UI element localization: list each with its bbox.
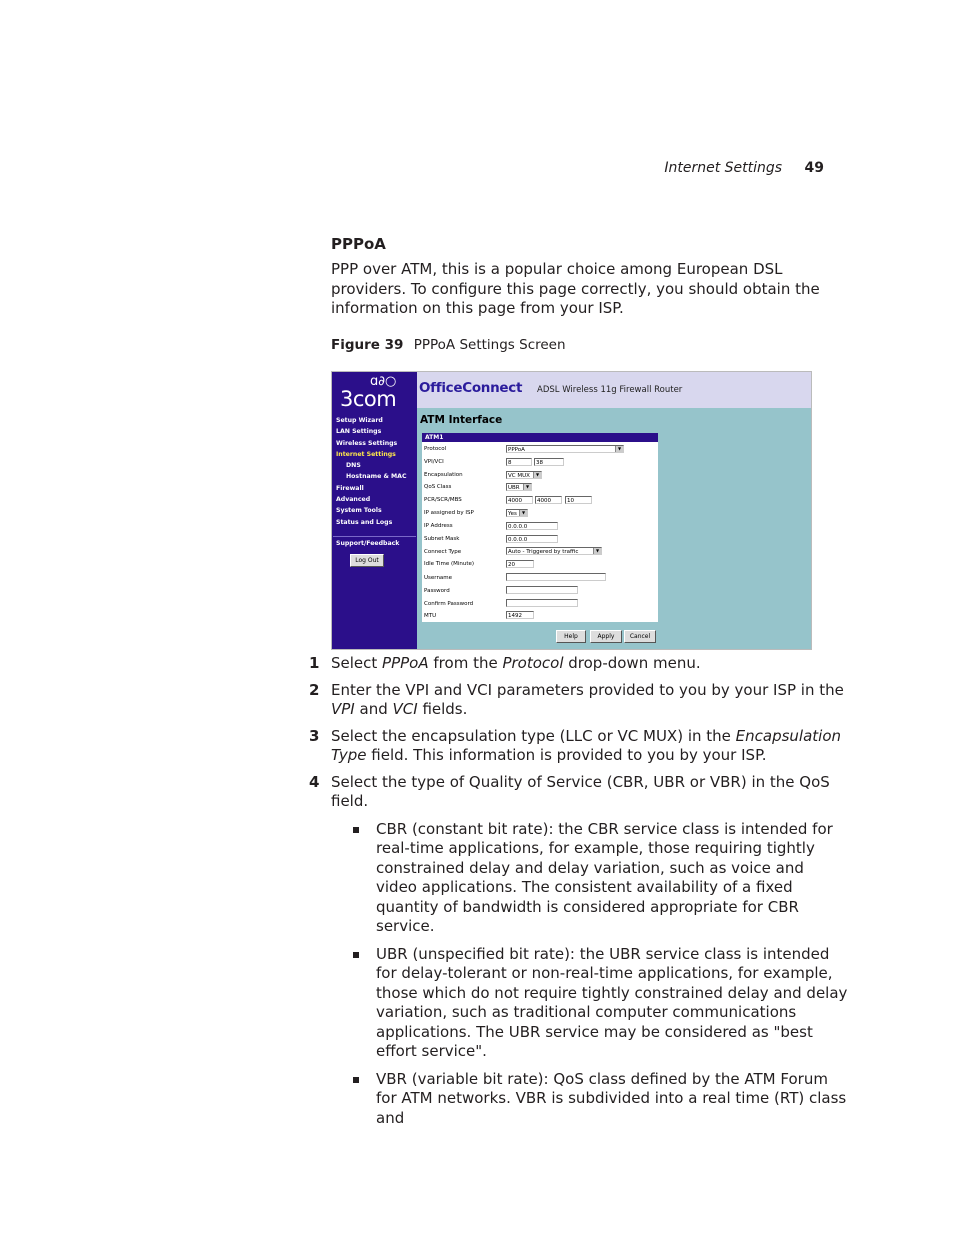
step-number: 4 (309, 772, 320, 791)
bullet-square-icon (353, 952, 359, 958)
step-text: fields. (417, 700, 468, 718)
connect-type-select[interactable] (506, 547, 602, 555)
logout-button[interactable]: Log Out (350, 554, 384, 567)
connect-type-value: Auto - Triggered by traffic (508, 549, 579, 555)
figure-caption (331, 337, 566, 353)
idle-time-input[interactable]: 20 (506, 560, 534, 568)
step-text: from the (428, 654, 503, 672)
bullet-vbr (353, 1070, 849, 1129)
figure-caption-text: PPPoA Settings Screen (413, 337, 566, 353)
confirm-password-input[interactable] (506, 599, 578, 607)
step-text: and (354, 700, 393, 718)
step-emphasis: VPI (331, 700, 355, 718)
chevron-down-icon: ▼ (615, 446, 623, 452)
encapsulation-select[interactable] (506, 471, 542, 479)
nav-support-feedback[interactable]: Support/Feedback (333, 536, 416, 551)
section-title: Internet Settings (664, 160, 783, 176)
logo-swirl-icon: ɑ∂○ (370, 374, 397, 389)
label-username: Username (424, 575, 453, 581)
ip-address-input[interactable]: 0.0.0.0 (506, 522, 558, 530)
bullet-text: UBR (unspecified bit rate): the UBR service class is intended for delay-tolerant or non-real-time applications, for example, those which do not require tightly constrained delay and delay variation, such as traditional computer communications applications. The UBR service may be considered as "best effort service". (376, 944, 848, 1060)
vpi-input[interactable]: 8 (506, 458, 532, 466)
label-vpivci: VPI/VCI (424, 459, 444, 465)
step-text: Select (331, 654, 383, 672)
procedure-steps (309, 654, 849, 1136)
page-number: 49 (804, 160, 824, 176)
step-3 (309, 727, 849, 766)
label-confirm-password: Confirm Password (424, 601, 474, 607)
bullet-text: VBR (variable bit rate): QoS class defined by the ATM Forum for ATM networks. VBR is subdivided into a real time (RT) class and (376, 1069, 847, 1127)
intro-paragraph: PPP over ATM, this is a popular choice among European DSL providers. To configure this page correctly, you should obtain the information on this page from your ISP. (331, 260, 820, 317)
label-qos: QoS Class (424, 484, 452, 490)
running-header (664, 160, 824, 176)
atm-form (422, 433, 658, 622)
step-text: Select the type of Quality of Service (CBR, UBR or VBR) in the QoS field. (331, 772, 830, 810)
logo-text: 3com (340, 387, 397, 411)
logo (340, 374, 396, 411)
label-idle-time: Idle Time (Minute) (424, 561, 475, 567)
username-input[interactable] (506, 573, 606, 581)
chevron-down-icon: ▼ (523, 484, 531, 490)
step-emphasis: Encapsulation Type (331, 726, 842, 764)
product-name: ADSL Wireless 11g Firewall Router (537, 385, 683, 395)
product-banner (417, 372, 811, 408)
brand-name: OfficeConnect (419, 380, 523, 396)
figure-label: Figure 39 (331, 337, 404, 353)
label-pcr: PCR/SCR/MBS (424, 497, 462, 503)
scr-input[interactable]: 4000 (535, 496, 562, 504)
cancel-button[interactable]: Cancel (624, 630, 656, 643)
nav-setup-wizard[interactable]: Setup Wizard (336, 417, 383, 424)
protocol-value: PPPoA (508, 447, 525, 453)
chevron-down-icon: ▼ (533, 472, 541, 478)
step-number: 2 (309, 680, 320, 699)
pcr-input[interactable]: 4000 (506, 496, 533, 504)
label-ip-assigned: IP assigned by ISP (424, 510, 474, 516)
ip-assigned-value: Yes (508, 511, 517, 517)
mtu-input[interactable]: 1492 (506, 611, 534, 619)
qos-bullet-list (309, 820, 849, 1129)
help-button[interactable]: Help (556, 630, 586, 643)
qos-value: UBR (508, 485, 520, 491)
step-emphasis: PPPoA (382, 654, 429, 672)
step-text: Select the encapsulation type (LLC or VC MUX) in the (331, 726, 736, 745)
password-input[interactable] (506, 586, 578, 594)
vci-input[interactable]: 38 (534, 458, 564, 466)
step-text: field. This information is provided to you by your ISP. (366, 746, 767, 764)
form-header: ATM1 (422, 433, 658, 442)
encapsulation-value: VC MUX (508, 473, 530, 479)
step-4 (309, 773, 849, 812)
nav-advanced[interactable]: Advanced (336, 496, 371, 504)
nav-system-tools[interactable]: System Tools (336, 507, 382, 515)
sidebar (332, 372, 417, 649)
qos-select[interactable] (506, 483, 532, 491)
chevron-down-icon: ▼ (519, 510, 527, 516)
ip-assigned-select[interactable] (506, 509, 528, 517)
nav-status-logs[interactable]: Status and Logs (336, 518, 393, 526)
sidebar-nav (336, 417, 416, 551)
pppoa-settings-screenshot (331, 371, 812, 650)
panel-title: ATM Interface (420, 414, 503, 426)
chevron-down-icon: ▼ (593, 548, 601, 554)
nav-firewall[interactable]: Firewall (336, 484, 364, 492)
nav-wireless-settings[interactable]: Wireless Settings (336, 439, 398, 447)
step-number: 1 (309, 654, 320, 672)
nav-hostname-mac[interactable]: Hostname & MAC (346, 473, 407, 481)
label-encapsulation: Encapsulation (424, 472, 463, 478)
nav-internet-settings[interactable]: Internet Settings (336, 450, 396, 458)
section-heading: PPPoA (331, 235, 386, 253)
label-password: Password (424, 588, 450, 594)
subnet-mask-input[interactable]: 0.0.0.0 (506, 535, 558, 543)
nav-lan-settings[interactable]: LAN Settings (336, 428, 382, 436)
apply-button[interactable]: Apply (590, 630, 622, 643)
protocol-select[interactable] (506, 445, 624, 453)
step-text: Enter the VPI and VCI parameters provided to you by your ISP in the (331, 680, 844, 699)
step-number: 3 (309, 726, 320, 745)
label-ip-address: IP Address (424, 523, 453, 529)
bullet-text: CBR (constant bit rate): the CBR service class is intended for real-time applications, for example, those requiring tightly constrained delay and delay variation, such as voice and video applications. The consistent availability of a fixed quantity of bandwidth is considered appropriate for CBR service. (376, 819, 833, 935)
mbs-input[interactable]: 10 (565, 496, 592, 504)
step-emphasis: Protocol (502, 654, 564, 672)
step-2 (309, 681, 849, 720)
step-1 (309, 654, 849, 674)
step-text: drop-down menu. (563, 654, 701, 672)
bullet-square-icon (353, 827, 359, 833)
label-protocol: Protocol (424, 446, 447, 452)
nav-dns[interactable]: DNS (346, 462, 361, 470)
bullet-cbr (353, 820, 849, 937)
label-mtu: MTU (424, 613, 437, 619)
label-connect-type: Connect Type (424, 549, 462, 555)
label-subnet-mask: Subnet Mask (424, 536, 460, 542)
bullet-ubr (353, 945, 849, 1062)
step-emphasis: VCI (392, 700, 418, 718)
bullet-square-icon (353, 1077, 359, 1083)
